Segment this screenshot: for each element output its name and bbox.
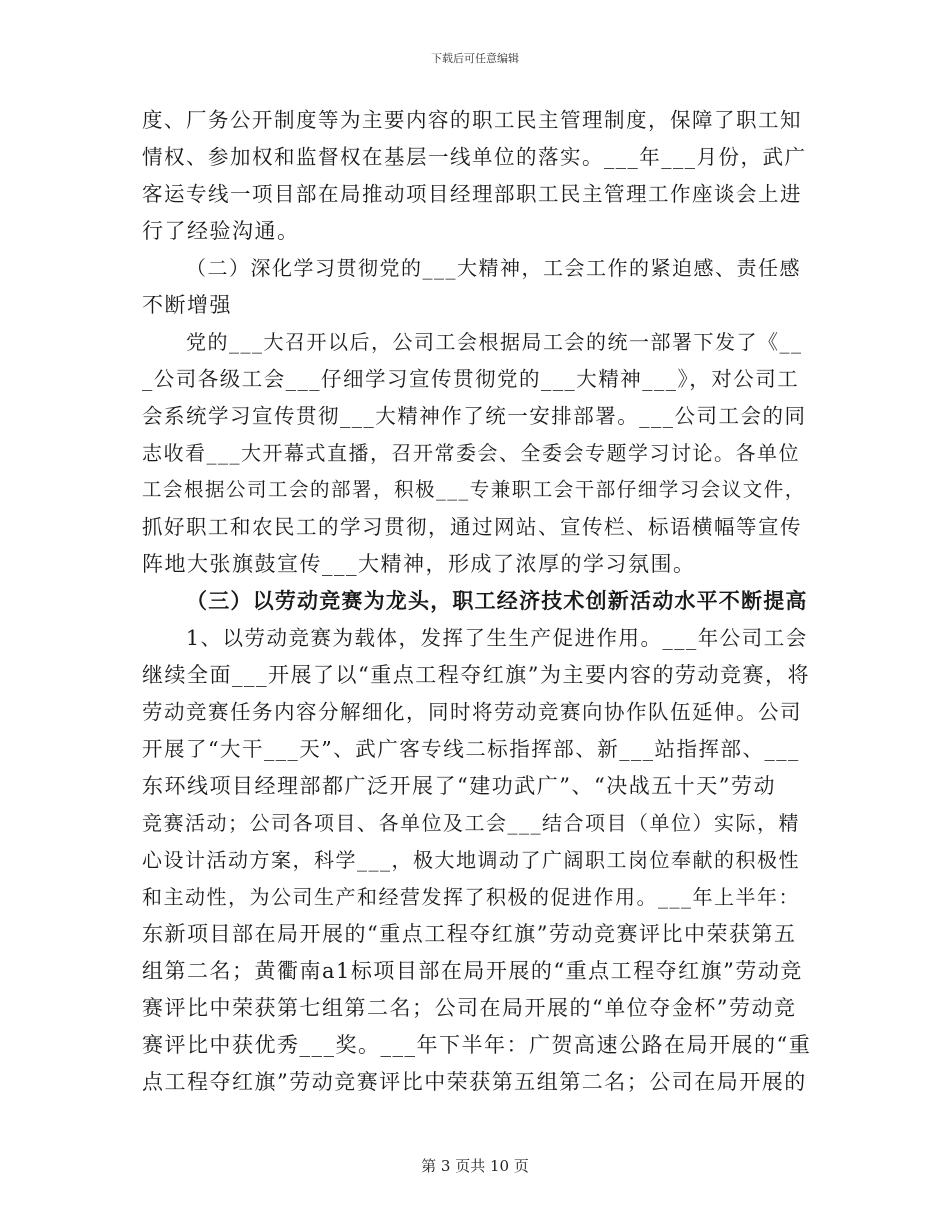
- text-line: 客运专线一项目部在局推动项目经理部职工民主管理工作座谈会上进: [142, 182, 802, 206]
- text-line: 度、厂务公开制度等为主要内容的职工民主管理制度，保障了职工知: [142, 108, 802, 132]
- page-header: 下载后可任意编辑: [431, 52, 519, 65]
- page-number-footer: 第 3 页共 10 页: [421, 1157, 529, 1175]
- text-line: 点工程夺红旗”劳动竞赛评比中荣获第五组第二名；公司在局开展的: [142, 1070, 807, 1094]
- text-line: 会系统学习宣传贯彻___大精神作了统一安排部署。___公司工会的同: [142, 404, 807, 428]
- text-line: 继续全面___开展了以“重点工程夺红旗”为主要内容的劳动竞赛，将: [142, 663, 810, 687]
- text-line: 情权、参加权和监督权在基层一线单位的落实。___年___月份，武广: [142, 145, 807, 169]
- text-line: 东环线项目经理部都广泛开展了“建功武广”、“决战五十天”劳动: [142, 774, 776, 798]
- text-line: 阵地大张旗鼓宣传___大精神，形成了浓厚的学习氛围。: [142, 552, 696, 576]
- text-line: 工会根据公司工会的部署，积极___专兼职工会干部仔细学习会议文件，: [142, 478, 806, 501]
- text-line: 1、以劳动竞赛为载体，发挥了生生产促进作用。___年公司工会: [186, 626, 808, 650]
- text-line: 赛评比中获优秀___奖。___年下半年：广贺高速公路在局开展的“重: [142, 1033, 812, 1057]
- text-line: 东新项目部在局开展的“重点工程夺红旗”劳动竞赛评比中荣获第五: [142, 922, 797, 946]
- text-line: 行了经验沟通。: [142, 219, 300, 243]
- section-heading-3: （三）以劳动竞赛为龙头，职工经济技术创新活动水平不断提高: [186, 588, 808, 613]
- text-line: 开展了“大干___天”、武广客专线二标指挥部、新___站指挥部、___: [142, 737, 800, 761]
- text-line: 组第二名；黄衢南a1标项目部在局开展的“重点工程夺红旗”劳动竞: [142, 959, 803, 983]
- section-heading-2-cont: 不断增强: [142, 293, 232, 317]
- text-line: 竞赛活动；公司各项目、各单位及工会___结合项目（单位）实际，精: [142, 811, 800, 835]
- text-line: 抓好职工和农民工的学习贯彻，通过网站、宣传栏、标语横幅等宣传: [142, 515, 802, 539]
- text-line: 党的___大召开以后，公司工会根据局工会的统一部署下发了《__: [186, 330, 803, 354]
- section-heading-2: （二）深化学习贯彻党的___大精神，工会工作的紧迫感、责任感: [186, 256, 801, 280]
- text-line: 志收看___大开幕式直播，召开常委会、全委会专题学习讨论。各单位: [142, 441, 800, 465]
- text-line: _公司各级工会___仔细学习宣传贯彻党的___大精神___》，对公司工: [142, 367, 800, 391]
- text-line: 赛评比中荣获第七组第二名；公司在局开展的“单位夺金杯”劳动竞: [142, 996, 797, 1020]
- text-line: 劳动竞赛任务内容分解细化，同时将劳动竞赛向协作队伍延伸。公司: [142, 700, 802, 724]
- text-line: 心设计活动方案，科学___，极大地调动了广阔职工岗位奉献的积极性: [142, 848, 800, 872]
- text-line: 和主动性，为公司生产和经营发挥了积极的促进作用。___年上半年：: [142, 885, 800, 909]
